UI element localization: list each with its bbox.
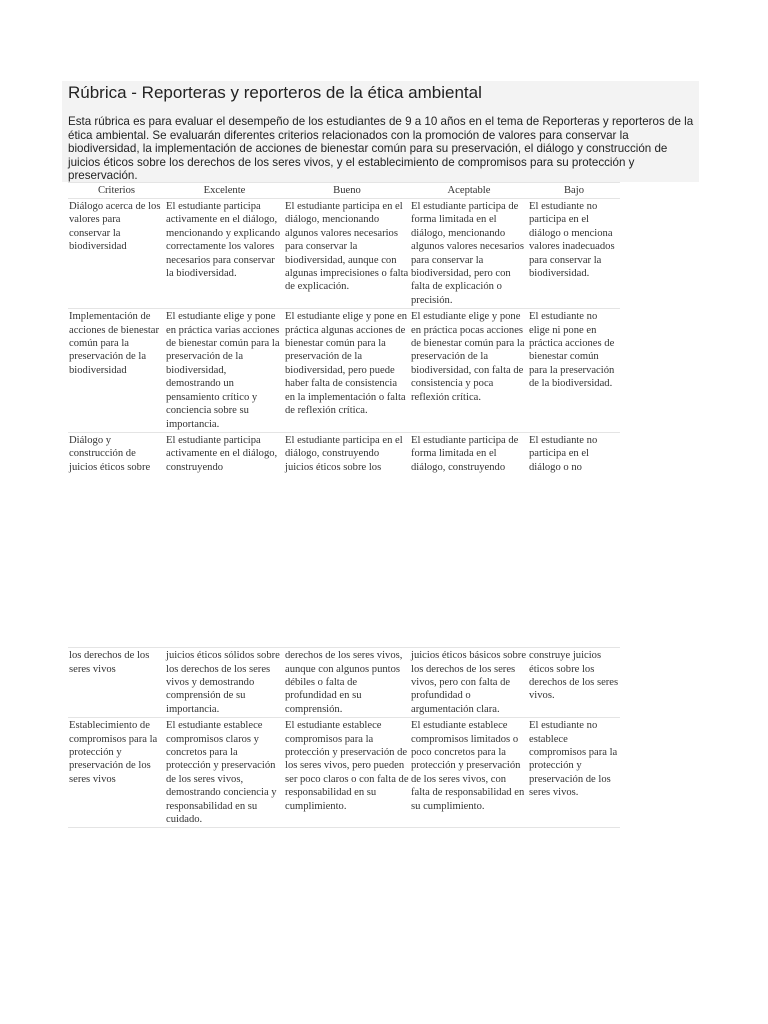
rubric-row-acciones [68,309,620,433]
rubric-row-juicios-part2 [68,648,620,718]
cell-excelente: El estudiante elige y pone en práctica varias acciones de bienestar común para la preservación de la biodiversidad, demostrando un pensamiento crítico y conciencia sobre su importancia. [165,309,284,433]
cell-aceptable: El estudiante elige y pone en práctica pocas acciones de bienestar común para la preservación de la biodiversidad, con falta de consistencia y poca reflexión crítica. [410,309,528,433]
header-excelente: Excelente [165,183,284,199]
rubric-row-valores [68,199,620,309]
cell-bajo: El estudiante no participa en el diálogo o no [529,434,598,473]
document-intro-paragraph: Esta rúbrica es para evaluar el desempeño de los estudiantes de 9 a 10 años en el tema de Reporteras y reporteros de la ética ambiental. Se evaluarán diferentes criterios relacionados con la promoción de valores para conservar la biodiversidad, la implementación de acciones de bienestar común para su preservación, el diálogo y construcción de juicios éticos sobre los derechos de los seres vivos, y el establecimiento de compromisos para su protección y preservación. [68,115,694,183]
rubric-row-compromisos [68,718,620,828]
cell-bueno: El estudiante participa en el diálogo, construyendo juicios éticos sobre los [285,434,403,473]
header-aceptable: Aceptable [410,183,528,199]
header-criterios: Criterios [68,183,165,199]
cell-criterio: los derechos de los seres vivos [68,648,165,718]
cell-aceptable: juicios éticos básicos sobre los derechos de los seres vivos, pero con falta de profundidad o argumentación clara. [410,648,528,718]
cell-bajo: construye juicios éticos sobre los derechos de los seres vivos. [528,648,620,718]
cell-criterio: Diálogo y construcción de juicios éticos sobre [69,434,151,473]
rubric-row-juicios-part1 [68,432,620,475]
cell-bueno: El estudiante participa en el diálogo, mencionando algunos valores necesarios para conservar la biodiversidad, aunque con algunas imprecisiones o falta de explicación. [284,199,410,309]
cell-bajo: El estudiante no elige ni pone en práctica acciones de bienestar común para la preservación de la biodiversidad. [528,309,620,433]
cell-bajo: El estudiante no establece compromisos para la protección y preservación de los seres vivos. [528,718,620,828]
header-bueno: Bueno [284,183,410,199]
cell-bueno: El estudiante elige y pone en práctica algunas acciones de bienestar común para la preservación de la biodiversidad, pero puede haber falta de consistencia en la implementación o falta de reflexión crítica. [284,309,410,433]
cell-excelente: El estudiante participa activamente en el diálogo, mencionando y explicando correctamente los valores necesarios para conservar la biodiversidad. [165,199,284,309]
cell-excelente: El estudiante establece compromisos claros y concretos para la protección y preservación de los seres vivos, demostrando conciencia y responsabilidad en su cuidado. [165,718,284,828]
cell-bajo: El estudiante no participa en el diálogo o menciona valores inadecuados para conservar la biodiversidad. [528,199,620,309]
cell-aceptable: El estudiante participa de forma limitada en el diálogo, mencionando algunos valores necesarios para conservar la biodiversidad, pero con falta de explicación o precisión. [410,199,528,309]
cell-bueno: El estudiante establece compromisos para la protección y preservación de los seres vivos, pero pueden ser poco claros o con falta de responsabilidad en su cumplimiento. [284,718,410,828]
cell-criterio: Establecimiento de compromisos para la protección y preservación de los seres vivos [68,718,165,828]
cell-criterio: Diálogo acerca de los valores para conservar la biodiversidad [68,199,165,309]
cell-excelente: juicios éticos sólidos sobre los derechos de los seres vivos y demostrando comprensión de su importancia. [165,648,284,718]
header-bajo: Bajo [528,183,620,199]
document-title: Rúbrica - Reporteras y reporteros de la ética ambiental [68,83,482,102]
cell-aceptable: El estudiante participa de forma limitada en el diálogo, construyendo [411,434,519,473]
cell-criterio: Implementación de acciones de bienestar común para la preservación de la biodiversidad [68,309,165,433]
cell-aceptable: El estudiante establece compromisos limitados o poco concretos para la protección y preservación de los seres vivos, con falta de responsabilidad en su cumplimiento. [410,718,528,828]
cell-excelente: El estudiante participa activamente en el diálogo, construyendo [166,434,278,473]
rubric-table [68,182,620,828]
page-break-gap [68,475,620,648]
cell-bueno: derechos de los seres vivos, aunque con algunos puntos débiles o falta de profundidad en su comprensión. [284,648,410,718]
rubric-header-row [68,183,620,199]
